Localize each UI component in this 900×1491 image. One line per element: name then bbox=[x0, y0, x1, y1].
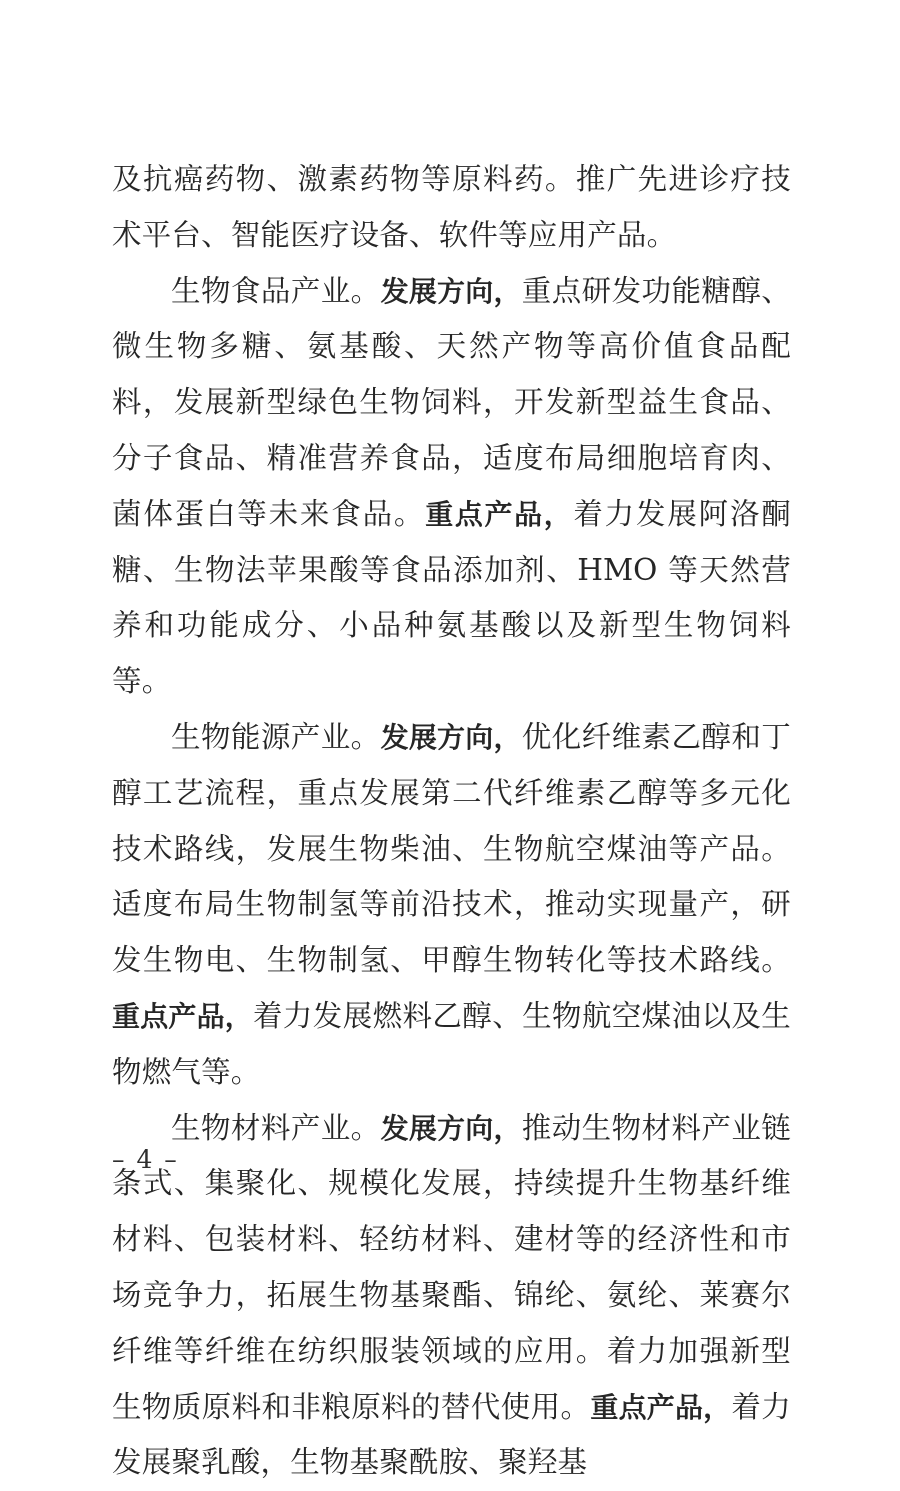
text-run: 生物材料产业。 bbox=[171, 1110, 381, 1145]
text-run: 等天然营养和功能成分、小品种氨基酸以及新型生物饲料等。 bbox=[112, 552, 791, 699]
text-run: 及抗癌药物、激素药物等原料药。推广先进诊疗技术平台、智能医疗设备、软件等应用产品。 bbox=[112, 162, 791, 252]
document-body bbox=[112, 152, 791, 1491]
emphasis-run: 发展方向， bbox=[380, 720, 522, 754]
text-run: 生物食品产业。 bbox=[171, 273, 381, 308]
emphasis-run: 发展方向， bbox=[380, 1111, 522, 1145]
acronym-run: HMO bbox=[577, 552, 658, 587]
emphasis-run: 发展方向， bbox=[380, 274, 522, 308]
text-run: 生物能源产业。 bbox=[171, 719, 381, 754]
text-run: 优化纤维素乙醇和丁醇工艺流程，重点发展第二代纤维素乙醇等多元化技术路线，发展生物柴油、生物航空煤油等产品。适度布局生物制氢等前沿技术，推动实现量产，研发生物电、生物制氢、甲醇生物转化等技术路线。 bbox=[112, 719, 791, 978]
text-run: 着力发展聚乳酸，生物基聚酰胺、聚羟基 bbox=[112, 1389, 791, 1480]
page-number: – 4 – bbox=[112, 1145, 179, 1174]
paragraph-continuation bbox=[112, 152, 791, 264]
paragraph-bio-energy-industry bbox=[112, 710, 791, 1101]
emphasis-run: 重点产品， bbox=[590, 1390, 732, 1424]
paragraph-bio-food-industry bbox=[112, 264, 791, 710]
emphasis-run: 重点产品， bbox=[425, 497, 574, 531]
text-run: 推动生物材料产业链条式、集聚化、规模化发展，持续提升生物基纤维材料、包装材料、轻纺材料、建材等的经济性和市场竞争力，拓展生物基聚酯、锦纶、氨纶、莱赛尔纤维等纤维在纺织服装领域的应用。着力加强新型生物质原料和非粮原料的替代使用。 bbox=[112, 1110, 791, 1424]
emphasis-run: 重点产品， bbox=[112, 999, 253, 1033]
text-run: 着力发展阿洛酮糖、生物法苹果酸等食品添加剂、 bbox=[112, 496, 791, 587]
text-run: 着力发展燃料乙醇、生物航空煤油以及生物燃气等。 bbox=[112, 998, 791, 1089]
text-run: 重点研发功能糖醇、微生物多糖、氨基酸、天然产物等高价值食品配料，发展新型绿色生物饲料，开发新型益生食品、分子食品、精准营养食品，适度布局细胞培育肉、菌体蛋白等未来食品。 bbox=[112, 273, 791, 531]
